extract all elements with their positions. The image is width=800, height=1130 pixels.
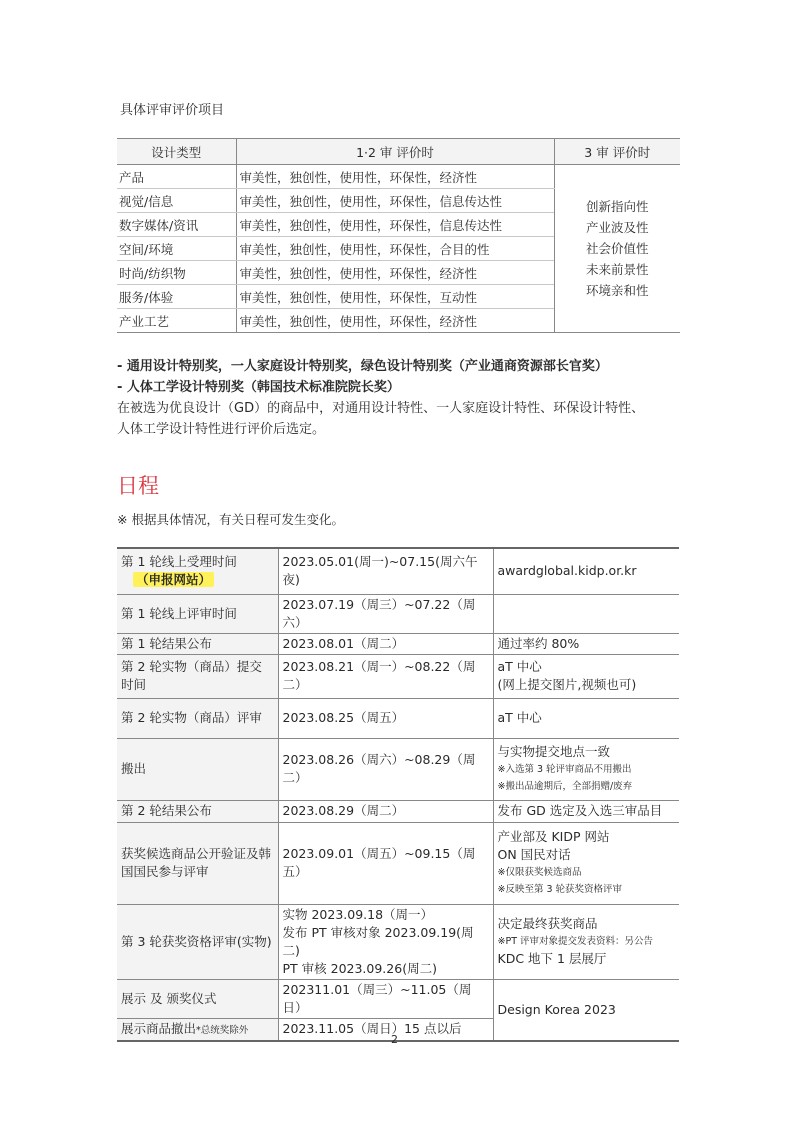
schedule-date-cell: 202311.01（周三）~11.05（周日）: [278, 979, 493, 1018]
schedule-date-cell: 2023.08.01（周二）: [278, 633, 493, 654]
schedule-table: [117, 547, 679, 1042]
schedule-date-cell: 2023.07.19（周三）~07.22（周六）: [278, 594, 493, 633]
note-line: ON 国民对话: [497, 847, 571, 862]
round3-criteria-cell: [554, 165, 680, 333]
schedule-item: 第 1 轮线上受理时间: [121, 554, 237, 570]
schedule-note-cell: [493, 822, 679, 904]
criteria-cell: 审美性，独创性，使用性，环保性，信息传达性: [236, 189, 554, 213]
table-row: [117, 698, 679, 738]
schedule-item: 展示商品撤出: [121, 1020, 197, 1036]
schedule-note-cell: Design Korea 2023: [493, 979, 679, 1041]
design-type-cell: 视觉/信息: [117, 189, 236, 213]
round3-item: 社会价值性: [585, 241, 649, 256]
criteria-cell: 审美性，独创性，使用性，环保性，经济性: [236, 165, 554, 189]
note-small: ※PT 评审对象提交发表资料：另公告: [497, 936, 654, 947]
design-type-cell: 产品: [117, 165, 236, 189]
round3-item: 环境亲和性: [585, 283, 649, 298]
note-small: ※入选第 3 轮评审商品不用搬出: [497, 764, 632, 775]
note-line: KDC 地下 1 层展厅: [497, 951, 607, 966]
date-line: PT 审核 2023.09.26(周二): [282, 960, 437, 976]
round3-item: 创新指向性: [585, 199, 649, 214]
table-row: [117, 633, 679, 654]
evaluation-criteria-table: [117, 138, 680, 333]
criteria-cell: 审美性，独创性，使用性，环保性，互动性: [236, 285, 554, 309]
schedule-item-cell: 第 1 轮结果公布: [117, 633, 278, 654]
schedule-remark: ※ 根据具体情况，有关日程可发生变化。: [117, 512, 344, 527]
schedule-note-cell: awardglobal.kidp.or.kr: [493, 548, 679, 594]
schedule-item-cell: [117, 1018, 278, 1041]
criteria-cell: 审美性，独创性，使用性，环保性，经济性: [236, 309, 554, 333]
note-line: 在被选为优良设计（GD）的商品中，对通用设计特性、一人家庭设计特性、环保设计特性、: [117, 401, 645, 416]
header-design-type: 设计类型: [117, 139, 236, 165]
header-round-1-2: 1·2 审 评价时: [236, 139, 554, 165]
criteria-cell: 审美性，独创性，使用性，环保性，经济性: [236, 261, 554, 285]
special-awards-notes: [117, 356, 687, 440]
schedule-note-cell: [493, 594, 679, 633]
page-number: 2: [391, 1033, 398, 1046]
schedule-date-cell: 2023.08.21（周一）~08.22（周二）: [278, 654, 493, 698]
table-row: [117, 800, 679, 822]
header-round-3: 3 审 评价时: [554, 139, 680, 165]
schedule-date-cell: 2023.09.01（周五）~09.15（周五）: [278, 822, 493, 904]
schedule-item-cell: 第 2 轮实物（商品）提交时间: [117, 654, 278, 698]
schedule-item-cell: 展示 及 颁奖仪式: [117, 979, 278, 1018]
schedule-date-cell: 2023.08.26（周六）~08.29（周二）: [278, 738, 493, 800]
schedule-item-cell: 第 2 轮实物（商品）评审: [117, 698, 278, 738]
date-line: 实物 2023.09.18（周一）: [282, 906, 434, 922]
eval-section-title: 具体评审评价项目: [120, 103, 225, 118]
schedule-date-cell: 2023.05.01(周一)~07.15(周六午夜): [278, 548, 493, 594]
table-header-row: [117, 139, 680, 165]
design-type-cell: 数字媒体/资讯: [117, 213, 236, 237]
note-small: ※反映至第 3 轮获奖资格评审: [497, 884, 623, 895]
note-line: 与实物提交地点一致: [497, 744, 611, 759]
schedule-note-cell: [493, 654, 679, 698]
table-row: [117, 165, 680, 189]
table-row: [117, 548, 679, 594]
note-line: aT 中心: [497, 659, 542, 674]
schedule-note-cell: [493, 904, 679, 979]
schedule-item-cell: 第 2 轮结果公布: [117, 800, 278, 822]
schedule-heading: 日程: [117, 474, 159, 498]
note-small: ※仅限获奖候选商品: [497, 867, 582, 878]
submission-site-tag: （申报网站）: [133, 572, 214, 587]
round3-item: 未来前景性: [585, 262, 649, 277]
schedule-date-cell: [278, 904, 493, 979]
note-line: 产业部及 KIDP 网站: [497, 829, 610, 844]
schedule-item-cell: 获奖候选商品公开验证及韩国国民参与评审: [117, 822, 278, 904]
design-type-cell: 空间/环境: [117, 237, 236, 261]
schedule-item-small: *总统奖除外: [196, 1024, 249, 1036]
note-small: ※搬出品逾期后，全部捐赠/废弃: [497, 781, 633, 792]
table-row: [117, 594, 679, 633]
schedule-note-cell: aT 中心: [493, 698, 679, 738]
design-type-cell: 产业工艺: [117, 309, 236, 333]
schedule-note-cell: 通过率约 80%: [493, 633, 679, 654]
schedule-note-cell: 发布 GD 选定及入选三审品目: [493, 800, 679, 822]
note-line: 人体工学设计特性进行评价后选定。: [117, 422, 326, 437]
schedule-note-cell: [493, 738, 679, 800]
schedule-date-cell: 2023.11.05（周日）15 点以后: [278, 1018, 493, 1041]
table-row: [117, 738, 679, 800]
schedule-date-cell: 2023.08.29（周二）: [278, 800, 493, 822]
schedule-item-cell: 第 3 轮获奖资格评审(实物): [117, 904, 278, 979]
note-line: (网上提交图片,视频也可): [497, 677, 637, 692]
note-line: 决定最终获奖商品: [497, 916, 598, 931]
schedule-item-cell: 搬出: [117, 738, 278, 800]
date-line: 发布 PT 审核对象 2023.09.19(周二): [282, 924, 474, 958]
note-line: - 通用设计特别奖，一人家庭设计特别奖，绿色设计特别奖（产业通商资源部长官奖）: [117, 359, 608, 374]
schedule-item-cell: 第 1 轮线上评审时间: [117, 594, 278, 633]
table-row: [117, 979, 679, 1018]
table-row: [117, 654, 679, 698]
note-line: - 人体工学设计特别奖（韩国技术标准院院长奖）: [117, 380, 400, 395]
round3-item: 产业波及性: [585, 220, 649, 235]
criteria-cell: 审美性，独创性，使用性，环保性，合目的性: [236, 237, 554, 261]
design-type-cell: 时尚/纺织物: [117, 261, 236, 285]
table-row: [117, 822, 679, 904]
table-row: [117, 904, 679, 979]
schedule-date-cell: 2023.08.25（周五）: [278, 698, 493, 738]
design-type-cell: 服务/体验: [117, 285, 236, 309]
criteria-cell: 审美性，独创性，使用性，环保性，信息传达性: [236, 213, 554, 237]
schedule-item-cell: [117, 548, 278, 594]
